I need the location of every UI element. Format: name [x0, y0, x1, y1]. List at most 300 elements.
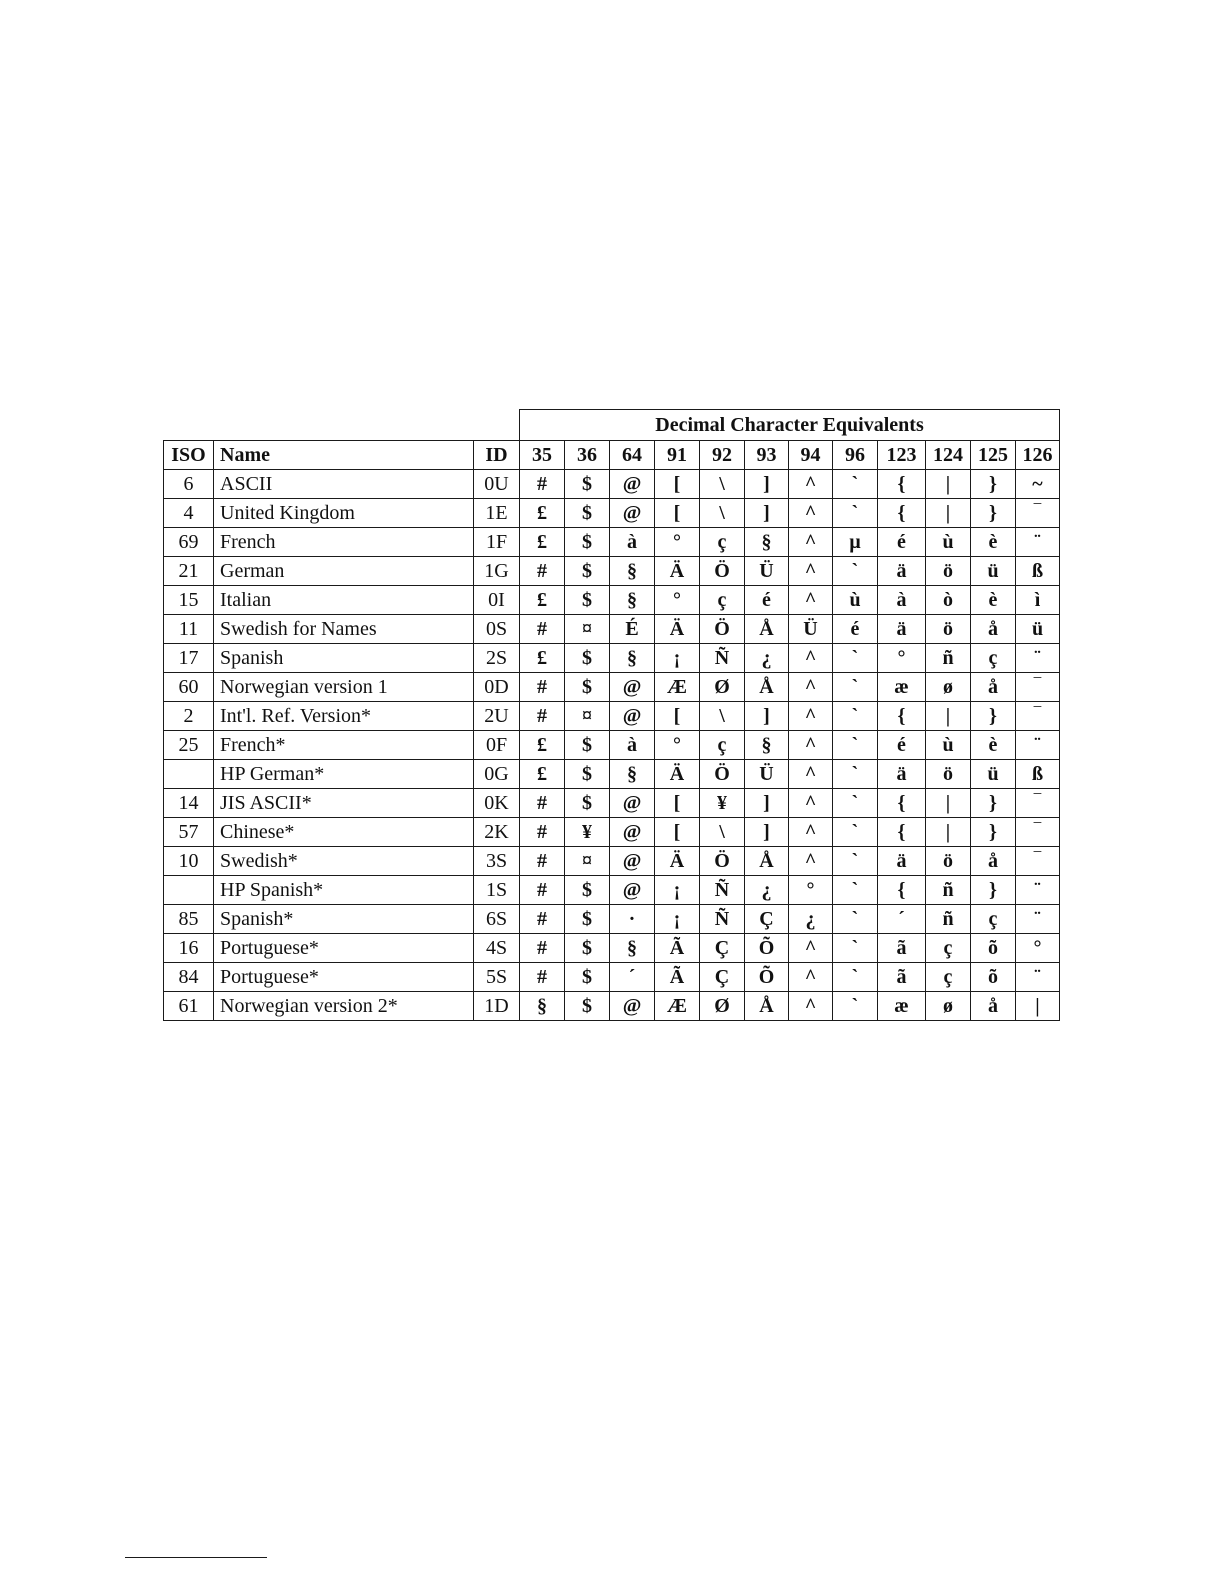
character-cell: `: [833, 847, 878, 876]
character-cell: \: [700, 818, 745, 847]
character-cell: §: [745, 731, 789, 760]
character-cell: ^: [789, 557, 833, 586]
character-cell: ^: [789, 644, 833, 673]
code-column-header: 64: [610, 441, 655, 470]
character-cell: Ü: [745, 557, 789, 586]
character-cell: ¤: [565, 702, 610, 731]
character-cell: ^: [789, 702, 833, 731]
character-cell: @: [610, 847, 655, 876]
character-cell: £: [520, 760, 565, 789]
character-cell: \: [700, 470, 745, 499]
character-cell: ]: [745, 789, 789, 818]
id-cell: 0K: [474, 789, 520, 818]
footnote-divider: [125, 1557, 267, 1558]
character-cell: ß: [1016, 557, 1060, 586]
character-cell: {: [878, 470, 926, 499]
iso-cell: 25: [164, 731, 214, 760]
character-cell: #: [520, 615, 565, 644]
character-cell: ^: [789, 760, 833, 789]
character-cell: ¿: [789, 905, 833, 934]
name-cell: French: [214, 528, 474, 557]
table-row: [164, 934, 1060, 963]
name-cell: Spanish*: [214, 905, 474, 934]
character-cell: ¿: [745, 876, 789, 905]
character-cell: ]: [745, 499, 789, 528]
character-cell: õ: [971, 934, 1016, 963]
character-cell: °: [655, 731, 700, 760]
iso-cell: 15: [164, 586, 214, 615]
id-cell: 2K: [474, 818, 520, 847]
character-cell: ^: [789, 963, 833, 992]
character-cell: ö: [926, 847, 971, 876]
code-column-header: 125: [971, 441, 1016, 470]
character-cell: ^: [789, 673, 833, 702]
character-cell: #: [520, 789, 565, 818]
character-cell: ã: [878, 934, 926, 963]
character-cell: $: [565, 963, 610, 992]
character-cell: ü: [971, 557, 1016, 586]
name-cell: HP Spanish*: [214, 876, 474, 905]
character-cell: ã: [878, 963, 926, 992]
character-cell: ^: [789, 528, 833, 557]
character-cell: {: [878, 499, 926, 528]
character-cell: }: [971, 702, 1016, 731]
character-cell: µ: [833, 528, 878, 557]
character-cell: £: [520, 731, 565, 760]
character-cell: $: [565, 586, 610, 615]
character-cell: ø: [926, 992, 971, 1021]
id-cell: 2S: [474, 644, 520, 673]
character-cell: ´: [878, 905, 926, 934]
character-cell: Å: [745, 673, 789, 702]
character-cell: ç: [700, 586, 745, 615]
character-cell: ]: [745, 702, 789, 731]
iso-cell: 57: [164, 818, 214, 847]
character-cell: $: [565, 934, 610, 963]
character-cell: Ö: [700, 847, 745, 876]
character-cell: ç: [700, 731, 745, 760]
character-cell: $: [565, 731, 610, 760]
character-cell: ò: [926, 586, 971, 615]
name-cell: ASCII: [214, 470, 474, 499]
character-cell: ¥: [700, 789, 745, 818]
character-cell: å: [971, 673, 1016, 702]
name-cell: Norwegian version 1: [214, 673, 474, 702]
character-cell: ]: [745, 818, 789, 847]
character-cell: #: [520, 963, 565, 992]
table-row: [164, 847, 1060, 876]
character-cell: `: [833, 702, 878, 731]
character-cell: ¿: [745, 644, 789, 673]
character-cell: Ç: [700, 934, 745, 963]
character-cell: é: [745, 586, 789, 615]
character-cell: ä: [878, 760, 926, 789]
name-cell: Portuguese*: [214, 934, 474, 963]
character-cell: Ñ: [700, 644, 745, 673]
character-cell: [: [655, 818, 700, 847]
character-cell: Ñ: [700, 905, 745, 934]
character-cell: Ü: [789, 615, 833, 644]
character-cell: ¡: [655, 876, 700, 905]
table-body: [164, 470, 1060, 1021]
character-cell: à: [610, 528, 655, 557]
character-cell: Ä: [655, 615, 700, 644]
character-cell: £: [520, 499, 565, 528]
character-cell: è: [971, 586, 1016, 615]
table-row: [164, 876, 1060, 905]
character-cell: #: [520, 934, 565, 963]
character-cell: `: [833, 876, 878, 905]
character-cell: {: [878, 702, 926, 731]
character-cell: ‾: [1016, 847, 1060, 876]
character-cell: $: [565, 528, 610, 557]
character-cell: Ö: [700, 615, 745, 644]
character-cell: £: [520, 586, 565, 615]
character-cell: Õ: [745, 963, 789, 992]
name-cell: French*: [214, 731, 474, 760]
character-cell: ´: [610, 963, 655, 992]
character-cell: $: [565, 760, 610, 789]
code-column-header: 96: [833, 441, 878, 470]
character-cell: ¨: [1016, 528, 1060, 557]
character-cell: ‾: [1016, 789, 1060, 818]
name-cell: Swedish*: [214, 847, 474, 876]
table-row: [164, 818, 1060, 847]
iso-cell: 17: [164, 644, 214, 673]
character-cell: Ç: [700, 963, 745, 992]
character-cell: Ö: [700, 760, 745, 789]
character-cell: °: [878, 644, 926, 673]
character-cell: `: [833, 818, 878, 847]
id-cell: 0S: [474, 615, 520, 644]
character-set-table: [163, 409, 1060, 1021]
character-cell: #: [520, 702, 565, 731]
character-cell: é: [878, 731, 926, 760]
character-cell: æ: [878, 673, 926, 702]
character-cell: `: [833, 470, 878, 499]
code-column-header: 91: [655, 441, 700, 470]
character-cell: ä: [878, 557, 926, 586]
character-cell: `: [833, 760, 878, 789]
character-cell: §: [745, 528, 789, 557]
character-cell: {: [878, 818, 926, 847]
character-cell: ^: [789, 818, 833, 847]
iso-cell: 2: [164, 702, 214, 731]
code-column-header: 92: [700, 441, 745, 470]
table-row: [164, 557, 1060, 586]
character-cell: @: [610, 876, 655, 905]
character-cell: §: [610, 557, 655, 586]
character-cell: `: [833, 789, 878, 818]
character-cell: $: [565, 905, 610, 934]
character-cell: `: [833, 992, 878, 1021]
character-cell: ¤: [565, 615, 610, 644]
id-cell: 0I: [474, 586, 520, 615]
character-cell: ç: [971, 905, 1016, 934]
character-cell: }: [971, 499, 1016, 528]
character-cell: #: [520, 905, 565, 934]
code-column-header: 123: [878, 441, 926, 470]
character-cell: Ñ: [700, 876, 745, 905]
character-cell: å: [971, 847, 1016, 876]
character-cell: $: [565, 644, 610, 673]
character-cell: Ø: [700, 673, 745, 702]
iso-cell: 14: [164, 789, 214, 818]
table-row: [164, 673, 1060, 702]
character-cell: ¨: [1016, 644, 1060, 673]
character-cell: à: [878, 586, 926, 615]
code-column-header: 35: [520, 441, 565, 470]
character-cell: ¨: [1016, 876, 1060, 905]
character-cell: ¤: [565, 847, 610, 876]
id-cell: 5S: [474, 963, 520, 992]
character-cell: }: [971, 470, 1016, 499]
character-cell: #: [520, 876, 565, 905]
character-cell: |: [926, 499, 971, 528]
iso-cell: 61: [164, 992, 214, 1021]
character-cell: §: [520, 992, 565, 1021]
name-cell: Norwegian version 2*: [214, 992, 474, 1021]
character-cell: ]: [745, 470, 789, 499]
blank-header-cell: [164, 410, 520, 441]
name-cell: Int'l. Ref. Version*: [214, 702, 474, 731]
character-cell: ^: [789, 847, 833, 876]
id-cell: 3S: [474, 847, 520, 876]
character-cell: ¨: [1016, 963, 1060, 992]
id-cell: 1S: [474, 876, 520, 905]
character-cell: ^: [789, 789, 833, 818]
character-cell: ^: [789, 731, 833, 760]
character-cell: £: [520, 528, 565, 557]
code-column-header: 126: [1016, 441, 1060, 470]
character-cell: Å: [745, 992, 789, 1021]
character-cell: \: [700, 499, 745, 528]
character-cell: `: [833, 963, 878, 992]
character-cell: |: [926, 818, 971, 847]
id-cell: 0F: [474, 731, 520, 760]
character-cell: ö: [926, 557, 971, 586]
table-row: [164, 760, 1060, 789]
character-cell: {: [878, 789, 926, 818]
character-cell: ö: [926, 760, 971, 789]
name-cell: JIS ASCII*: [214, 789, 474, 818]
character-cell: @: [610, 702, 655, 731]
character-cell: ù: [833, 586, 878, 615]
character-cell: ü: [1016, 615, 1060, 644]
character-cell: Ö: [700, 557, 745, 586]
character-cell: $: [565, 789, 610, 818]
character-cell: `: [833, 673, 878, 702]
id-cell: 1D: [474, 992, 520, 1021]
character-cell: Ä: [655, 557, 700, 586]
name-column-header: Name: [214, 441, 474, 470]
character-cell: }: [971, 789, 1016, 818]
character-cell: |: [1016, 992, 1060, 1021]
character-cell: Æ: [655, 673, 700, 702]
iso-cell: 84: [164, 963, 214, 992]
iso-column-header: ISO: [164, 441, 214, 470]
character-cell: å: [971, 992, 1016, 1021]
character-cell: @: [610, 673, 655, 702]
character-cell: §: [610, 644, 655, 673]
iso-cell: 21: [164, 557, 214, 586]
character-cell: ¡: [655, 644, 700, 673]
id-cell: 1G: [474, 557, 520, 586]
character-cell: }: [971, 876, 1016, 905]
character-cell: $: [565, 992, 610, 1021]
iso-cell: [164, 876, 214, 905]
id-cell: 0D: [474, 673, 520, 702]
character-cell: ‾: [1016, 673, 1060, 702]
character-cell: ·: [610, 905, 655, 934]
character-cell: [: [655, 789, 700, 818]
character-cell: #: [520, 847, 565, 876]
table-row: [164, 963, 1060, 992]
id-cell: 2U: [474, 702, 520, 731]
character-cell: [: [655, 499, 700, 528]
table-row: [164, 702, 1060, 731]
character-cell: $: [565, 673, 610, 702]
table-row: [164, 528, 1060, 557]
name-cell: Portuguese*: [214, 963, 474, 992]
character-cell: `: [833, 934, 878, 963]
name-cell: Italian: [214, 586, 474, 615]
character-cell: ñ: [926, 905, 971, 934]
iso-cell: 69: [164, 528, 214, 557]
character-cell: #: [520, 557, 565, 586]
character-cell: Ä: [655, 847, 700, 876]
character-cell: |: [926, 470, 971, 499]
character-cell: ç: [700, 528, 745, 557]
character-cell: }: [971, 818, 1016, 847]
character-cell: ^: [789, 586, 833, 615]
character-cell: {: [878, 876, 926, 905]
character-cell: ü: [971, 760, 1016, 789]
character-cell: $: [565, 557, 610, 586]
character-cell: ì: [1016, 586, 1060, 615]
character-cell: §: [610, 586, 655, 615]
table-row: [164, 470, 1060, 499]
table-row: [164, 731, 1060, 760]
table-row: [164, 644, 1060, 673]
character-cell: @: [610, 499, 655, 528]
character-cell: @: [610, 992, 655, 1021]
character-cell: °: [655, 586, 700, 615]
character-cell: @: [610, 818, 655, 847]
character-cell: ^: [789, 934, 833, 963]
iso-cell: 10: [164, 847, 214, 876]
character-cell: §: [610, 934, 655, 963]
character-cell: ¨: [1016, 731, 1060, 760]
character-cell: [: [655, 470, 700, 499]
group-header-row: [164, 410, 1060, 441]
character-cell: #: [520, 673, 565, 702]
character-cell: ‾: [1016, 818, 1060, 847]
name-cell: Swedish for Names: [214, 615, 474, 644]
character-cell: Ü: [745, 760, 789, 789]
character-cell: Ã: [655, 963, 700, 992]
decimal-equivalents-header: Decimal Character Equivalents: [520, 410, 1060, 441]
character-cell: ^: [789, 992, 833, 1021]
code-column-header: 93: [745, 441, 789, 470]
character-cell: É: [610, 615, 655, 644]
name-cell: HP German*: [214, 760, 474, 789]
iso-cell: 6: [164, 470, 214, 499]
character-cell: \: [700, 702, 745, 731]
character-cell: ‾: [1016, 499, 1060, 528]
iso-cell: 11: [164, 615, 214, 644]
character-cell: ^: [789, 470, 833, 499]
character-cell: å: [971, 615, 1016, 644]
table-row: [164, 615, 1060, 644]
character-cell: `: [833, 644, 878, 673]
character-cell: Ã: [655, 934, 700, 963]
character-cell: °: [1016, 934, 1060, 963]
character-cell: °: [655, 528, 700, 557]
id-column-header: ID: [474, 441, 520, 470]
character-cell: ~: [1016, 470, 1060, 499]
character-cell: ö: [926, 615, 971, 644]
character-cell: `: [833, 731, 878, 760]
character-cell: Ø: [700, 992, 745, 1021]
character-cell: £: [520, 644, 565, 673]
table-row: [164, 992, 1060, 1021]
character-cell: §: [610, 760, 655, 789]
character-cell: Æ: [655, 992, 700, 1021]
character-cell: ç: [926, 934, 971, 963]
code-column-header: 124: [926, 441, 971, 470]
iso-cell: 16: [164, 934, 214, 963]
table-row: [164, 586, 1060, 615]
character-cell: @: [610, 470, 655, 499]
id-cell: 1E: [474, 499, 520, 528]
character-cell: `: [833, 499, 878, 528]
character-cell: @: [610, 789, 655, 818]
iso-cell: [164, 760, 214, 789]
table-row: [164, 905, 1060, 934]
table-row: [164, 499, 1060, 528]
iso-cell: 4: [164, 499, 214, 528]
character-cell: ñ: [926, 876, 971, 905]
column-header-row: [164, 441, 1060, 470]
character-cell: Å: [745, 847, 789, 876]
character-cell: [: [655, 702, 700, 731]
character-cell: ø: [926, 673, 971, 702]
character-cell: Å: [745, 615, 789, 644]
character-cell: ^: [789, 499, 833, 528]
character-cell: ¨: [1016, 905, 1060, 934]
name-cell: United Kingdom: [214, 499, 474, 528]
character-cell: ‾: [1016, 702, 1060, 731]
character-cell: $: [565, 470, 610, 499]
character-cell: Ä: [655, 760, 700, 789]
character-cell: Ç: [745, 905, 789, 934]
character-cell: æ: [878, 992, 926, 1021]
character-cell: ñ: [926, 644, 971, 673]
character-cell: |: [926, 702, 971, 731]
character-cell: ¡: [655, 905, 700, 934]
character-cell: ä: [878, 847, 926, 876]
character-cell: #: [520, 470, 565, 499]
character-cell: ç: [926, 963, 971, 992]
id-cell: 0G: [474, 760, 520, 789]
character-cell: ç: [971, 644, 1016, 673]
character-cell: ù: [926, 528, 971, 557]
table-row: [164, 789, 1060, 818]
character-cell: ä: [878, 615, 926, 644]
character-cell: ß: [1016, 760, 1060, 789]
character-cell: `: [833, 905, 878, 934]
